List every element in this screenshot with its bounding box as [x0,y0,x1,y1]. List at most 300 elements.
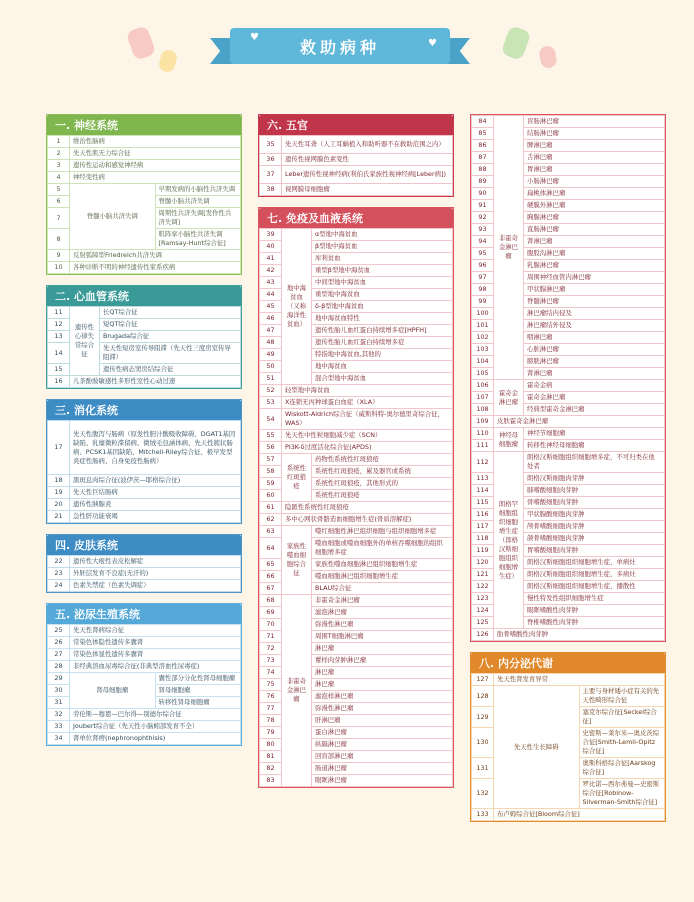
disease-name: 重型地中海贫血 [312,289,453,301]
disease-name: 先天性巨结肠病 [70,487,241,499]
group-label: 朗格罕细胞组织细胞增生症（郎格汉斯细胞组织细胞增生症） [494,452,524,629]
row-number: 128 [472,686,494,707]
row-number: 99 [472,296,494,308]
disease-name: 朗格汉斯细胞组织细胞增生症，单病灶 [524,557,665,569]
disease-name: 囊性部分分化性肾母细胞瘤 [155,673,241,685]
disease-name: 硬膜外淋巴瘤 [524,200,665,212]
table-row [48,475,241,487]
row-number: 57 [260,454,282,466]
disease-name: 儿茶酚胺敏感性多形性室性心动过速 [70,376,241,388]
row-number: 25 [48,625,70,637]
disease-name: 先天性中性粒细胞减少症（SCN） [282,430,453,442]
row-number: 54 [260,409,282,430]
row-number: 108 [472,404,494,416]
disease-name: 遗传性视网膜色素变性 [282,154,453,166]
disease-name: 肌阵挛小脑性共济失调[Ramsay-Hunt综合征] [155,229,241,250]
disease-name: 转移性肾母细胞瘤 [155,697,241,709]
disease-name: β型地中海贫血 [312,241,453,253]
disease-name: 遗传性胎儿血红蛋白持续增多症 [312,337,453,349]
row-number: 55 [260,430,282,442]
decorative-shape [157,48,178,73]
disease-name: 遗传性大疱性表皮松解症 [70,556,241,568]
row-number: 124 [472,605,494,617]
disease-name: 结肠淋巴瘤 [524,128,665,140]
disease-name: 神经变性病 [70,172,241,184]
group-label: 肾母细胞瘤 [70,673,156,709]
table-row [48,148,241,160]
disease-name: α型地中海贫血 [312,229,453,241]
row-number: 9 [48,250,70,262]
disease-name: 膀胱淋巴瘤 [524,356,665,368]
row-number: 40 [260,241,282,253]
row-number: 14 [48,343,70,364]
row-number: 130 [472,728,494,758]
table-row [260,442,453,454]
disease-name: BLAU综合征 [312,583,453,595]
disease-name: 非经典溶血尿毒综合征(非典型溶血性尿毒症) [70,661,241,673]
disease-table [47,624,241,745]
row-number: 3 [48,160,70,172]
row-number: 69 [260,607,282,619]
disease-name: 先天性腹泻与肠病（原发性胆汁酸吸收障碍、DGAT1基因缺陷、乳糜微粒滞留病、微绒毛包涵体病、先天性簇状肠病、PCSK1基因缺陷、Mitchell-Riley综合征、极早发型炎症性肠病、自身免疫性肠病） [70,421,241,475]
disease-name: 霍奇金淋巴瘤 [524,392,665,404]
disease-name: 隐匿性系统性红斑狼疮 [282,502,453,514]
table-row [472,116,665,128]
group-label: 遗传性心律失常综合征 [70,307,100,376]
section-uro [46,603,242,746]
disease-name: 先天性耳聋（人工耳蜗植入和助听器不在救助范围之内） [282,136,453,154]
disease-name: 色素失禁症（色素失调症） [70,580,241,592]
section-digest [46,399,242,524]
disease-name: 舌淋巴瘤 [524,152,665,164]
disease-name: 肾淋巴瘤 [524,236,665,248]
heart-icon: ♥ [428,38,437,49]
table-row [48,160,241,172]
disease-name: 脾淋巴瘤 [524,140,665,152]
row-number: 11 [48,307,70,319]
table-row [48,637,241,649]
disease-name: 蛋白淋巴瘤 [312,727,453,739]
disease-name: 噬血细胞或噬血细胞外的单核吞噬细胞的组织细胞增多症 [312,538,453,559]
row-number: 96 [472,260,494,272]
row-number: 26 [48,637,70,649]
decorative-shape [538,45,558,69]
disease-name: PI3K-δ过度活化综合征(APDS) [282,442,453,454]
disease-name: δ-β型地中海贫血 [312,301,453,313]
row-number: 101 [472,320,494,332]
section-title: 四. 皮肤系统 [47,535,241,555]
disease-name: 家族性噬血细胞淋巴组织细胞增生症 [312,559,453,571]
disease-name: 淋巴瘤 [312,679,453,691]
table-row [472,629,665,641]
disease-name: 肋骨嗜酸性肉芽肿 [494,629,665,641]
disease-name: 特指地中海贫血,其他的 [312,349,453,361]
row-number: 59 [260,478,282,490]
table-row [48,661,241,673]
group-label: 霍奇金淋巴瘤 [494,380,524,416]
page-title: 救助病种 [230,28,450,64]
disease-name: 淋巴瘤结内侵及 [524,308,665,320]
row-number: 70 [260,619,282,631]
row-number: 127 [472,674,494,686]
disease-name: X连锁无丙种球蛋白血症（XLA） [282,397,453,409]
disease-name: Wiskott-Aldrich综合征（威斯科特-奥尔德里奇综合征，WAS） [282,409,453,430]
table-row [48,499,241,511]
row-number: 10 [48,262,70,274]
group-label: 神经母细胞瘤 [494,428,524,452]
row-number: 98 [472,284,494,296]
disease-name: 史密斯—莱尔米—奥皮茨综合征[Smith-Lemli-Opitz综合征] [579,728,665,758]
disease-name: 乳腺淋巴瘤 [524,260,665,272]
table-row [472,452,665,473]
row-number: 78 [260,715,282,727]
row-number: 50 [260,361,282,373]
table-row [260,514,453,526]
row-number: 36 [260,154,282,166]
table-row [472,416,665,428]
row-number: 77 [260,703,282,715]
row-number: 102 [472,332,494,344]
table-row [48,580,241,592]
disease-name: 纵隔淋巴瘤 [312,739,453,751]
row-number: 42 [260,265,282,277]
row-number: 106 [472,380,494,392]
row-number: 13 [48,331,70,343]
row-number: 126 [472,629,494,641]
disease-table [259,135,453,196]
decorative-shape [501,25,532,61]
disease-name: 遗传性胰腺炎 [70,499,241,511]
disease-name: 库利贫血 [312,253,453,265]
row-number: 118 [472,533,494,545]
disease-name: 多中心网状骨骼造血细胞增生症(骨质溶解症) [282,514,453,526]
disease-name: 慢性特发性组织细胞增生症 [524,593,665,605]
row-number: 132 [472,779,494,809]
table-row [260,409,453,430]
disease-name: 地中海贫血特性 [312,313,453,325]
table-row [260,502,453,514]
table-row [260,136,453,154]
row-number: 29 [48,673,70,685]
row-number: 27 [48,649,70,661]
row-number: 80 [260,739,282,751]
disease-name: 脊髓淋巴瘤 [524,296,665,308]
section-cardio [46,285,242,389]
disease-name: 肺嗜酸细胞肉芽肿 [524,485,665,497]
row-number: 43 [260,277,282,289]
table-row [260,385,453,397]
section-ent [258,114,454,197]
disease-name: 噬血细胞淋巴组织细胞增生症 [312,571,453,583]
row-number: 17 [48,421,70,475]
row-number: 53 [260,397,282,409]
disease-name: 周围T细胞淋巴瘤 [312,631,453,643]
row-number: 113 [472,473,494,485]
row-number: 58 [260,466,282,478]
disease-name: 先天性肾发育异常 [494,674,665,686]
disease-name: 经典型霍奇金淋巴瘤 [524,404,665,416]
table-row [48,250,241,262]
disease-name: 朗格汉斯细胞组织细胞增多症，不可归类在他处者 [524,452,665,473]
row-number: 19 [48,487,70,499]
row-number: 94 [472,236,494,248]
table-row [48,568,241,580]
column-left [46,114,242,756]
row-number: 48 [260,337,282,349]
row-number: 62 [260,514,282,526]
disease-name: 咽淋巴瘤 [524,332,665,344]
group-label: 地中海贫血（又称海洋性贫血） [282,229,312,385]
disease-name: 黑斑息肉综合征(波伊茨—耶格综合征) [70,475,241,487]
table-row [260,430,453,442]
table-row [472,428,665,440]
disease-name: 朗格汉斯细胞组织细胞增生症，多病灶 [524,569,665,581]
table-row [48,487,241,499]
row-number: 100 [472,308,494,320]
disease-table [471,673,665,821]
row-number: 60 [260,490,282,502]
table-row [260,154,453,166]
section-title: 八. 内分泌代谢 [471,653,665,673]
disease-name: 主要与身材矮小症有关的先天性畸形综合征 [579,686,665,707]
row-number: 8 [48,229,70,250]
table-row [48,262,241,274]
row-number: 46 [260,313,282,325]
disease-name: 先天性短房室传导阻滞（先天性三度房室传导阻滞） [100,343,241,364]
row-number: 28 [48,661,70,673]
disease-name: 肠道淋巴瘤 [312,763,453,775]
row-number: 112 [472,452,494,473]
row-number: 131 [472,758,494,779]
row-number: 20 [48,499,70,511]
table-row [260,166,453,184]
disease-name: 肾单位肾痨(nephronophthisis) [70,733,241,745]
section-lymph [470,114,666,642]
row-number: 4 [48,172,70,184]
table-row [260,526,453,538]
disease-name: 先天性肌无力综合征 [70,148,241,160]
row-number: 7 [48,208,70,229]
row-number: 37 [260,166,282,184]
table-row [48,673,241,685]
table-row [48,376,241,388]
row-number: 109 [472,416,494,428]
row-number: 44 [260,289,282,301]
table-row [48,307,241,319]
disease-name: 药物性系统性红斑狼疮 [312,454,453,466]
disease-name: 塞克尔综合征[Seckel综合征] [579,707,665,728]
row-number: 76 [260,691,282,703]
disease-name: 神经节细胞瘤 [524,428,665,440]
row-number: 47 [260,325,282,337]
disease-name: 甲状腺淋巴瘤 [524,284,665,296]
row-number: 110 [472,428,494,440]
row-number: 52 [260,385,282,397]
row-number: 115 [472,497,494,509]
row-number: 125 [472,617,494,629]
row-number: 121 [472,569,494,581]
row-number: 86 [472,140,494,152]
row-number: 85 [472,128,494,140]
disease-name: 混合型地中海贫血 [312,373,453,385]
disease-name: 颌骨嗜酸细胞肉芽肿 [524,533,665,545]
row-number: 81 [260,751,282,763]
disease-name: 肝淋巴瘤 [312,715,453,727]
disease-name: 周期性共济失调[发作性共济失调] [155,208,241,229]
row-number: 38 [260,184,282,196]
section-title: 七. 免疫及血液系统 [259,208,453,228]
row-number: 49 [260,349,282,361]
row-number: 95 [472,248,494,260]
disease-name: 朗格汉斯细胞肉芽肿 [524,473,665,485]
section-title: 二. 心血管系统 [47,286,241,306]
disease-name: 弥漫性淋巴瘤 [312,703,453,715]
row-number: 23 [48,568,70,580]
disease-name: 中间型地中海贫血 [312,277,453,289]
table-row [260,595,453,607]
disease-name: 胃淋巴瘤 [524,164,665,176]
row-number: 91 [472,200,494,212]
row-number: 84 [472,116,494,128]
row-number: 30 [48,685,70,697]
section-title: 五. 泌尿生殖系统 [47,604,241,624]
row-number: 92 [472,212,494,224]
disease-name: 维治性脑病 [70,136,241,148]
table-row [48,556,241,568]
disease-name: 布卢姆综合征[Bloom综合征] [494,809,665,821]
row-number: 120 [472,557,494,569]
disease-name: 肾母细胞瘤 [155,685,241,697]
disease-name: 反射弧障型Friedreich共济失调 [70,250,241,262]
table-row [260,397,453,409]
row-number: 129 [472,707,494,728]
table-row [48,625,241,637]
section-title: 三. 消化系统 [47,400,241,420]
disease-name: 系统性红斑狼疮，累及器官或系统 [312,466,453,478]
disease-name: 遗传性胎儿血红蛋白持续增多症[HPFH] [312,325,453,337]
row-number: 82 [260,763,282,775]
row-number: 104 [472,356,494,368]
disease-name: 盲肠淋巴瘤 [524,116,665,128]
table-row [472,686,665,707]
row-number: 16 [48,376,70,388]
row-number: 65 [260,559,282,571]
disease-name: 各种诊断不明的神经遗传性家系疾病 [70,262,241,274]
table-row [48,733,241,745]
row-number: 75 [260,679,282,691]
disease-name: 罗比诺—西尔弗曼—史密斯综合征[Robinow-Silverman-Smith综合征] [579,779,665,809]
row-number: 97 [472,272,494,284]
disease-name: 胃嗜酸细胞肉芽肿 [524,545,665,557]
row-number: 67 [260,583,282,595]
table-row [48,421,241,475]
row-number: 1 [48,136,70,148]
row-number: 32 [48,709,70,721]
disease-name: 外胚层发育不良症(无汗的) [70,568,241,580]
disease-table [47,135,241,274]
disease-name: 劳伦斯—穆恩—巴尔得—别德尔综合征 [70,709,241,721]
row-number: 74 [260,667,282,679]
row-number: 117 [472,521,494,533]
row-number: 18 [48,475,70,487]
disease-name: 长QT综合征 [100,307,241,319]
row-number: 66 [260,571,282,583]
disease-name: 皮肤霍奇金淋巴瘤 [494,416,665,428]
disease-name: 扁桃体淋巴瘤 [524,188,665,200]
group-label: 脊髓小脑共济失调 [70,184,156,250]
table-row [260,184,453,196]
disease-name: 地中海贫血 [312,361,453,373]
row-number: 22 [48,556,70,568]
disease-name: 系统性红斑狼疮 [312,490,453,502]
row-number: 61 [260,502,282,514]
row-number: 34 [48,733,70,745]
row-number: 15 [48,364,70,376]
disease-name: Brugada综合征 [100,331,241,343]
disease-table [259,228,453,787]
disease-name: 心脏淋巴瘤 [524,344,665,356]
disease-name: 遗传性病态窦房结综合征 [100,364,241,376]
disease-name: 滤泡淋巴瘤 [312,607,453,619]
row-number: 72 [260,643,282,655]
section-neuro [46,114,242,275]
disease-name: 霍奇金病 [524,380,665,392]
row-number: 133 [472,809,494,821]
row-number: 105 [472,368,494,380]
row-number: 111 [472,440,494,452]
disease-name: 小肠淋巴瘤 [524,176,665,188]
disease-name: 直肠淋巴瘤 [524,224,665,236]
disease-name: 脊椎嗜酸性肉芽肿 [524,617,665,629]
group-label: 非霍奇金淋巴瘤 [494,116,524,380]
disease-name: 常染色体显性遗传多囊肾 [70,649,241,661]
row-number: 63 [260,526,282,538]
section-title: 六. 五官 [259,115,453,135]
disease-name: 重型β型地中海贫血 [312,265,453,277]
row-number: 123 [472,593,494,605]
title-banner [210,24,470,70]
disease-name: 眼眶淋巴瘤 [312,775,453,787]
disease-name: 骨嗜酸细胞肉芽肿 [524,497,665,509]
row-number: 35 [260,136,282,154]
table-row [472,809,665,821]
table-row [48,721,241,733]
group-label: 非霍奇金淋巴瘤 [282,595,312,787]
disease-name: 腹股沟淋巴瘤 [524,248,665,260]
group-label: 先天性生长障碍 [494,686,580,809]
row-number: 89 [472,176,494,188]
row-number: 71 [260,631,282,643]
disease-name: 淋巴瘤 [312,643,453,655]
row-number: 56 [260,442,282,454]
row-number: 73 [260,655,282,667]
row-number: 24 [48,580,70,592]
row-number: 5 [48,184,70,196]
table-row [48,709,241,721]
row-number: 87 [472,152,494,164]
section-endo [470,652,666,822]
disease-name: 蕈样肉芽肿淋巴瘤 [312,655,453,667]
disease-name: 急性肝功能衰竭 [70,511,241,523]
disease-name: 朗格汉斯细胞组织细胞增生症，播散性 [524,581,665,593]
disease-name: 视网膜母细胞瘤 [282,184,453,196]
disease-name: 颅骨嗜酸细胞肉芽肿 [524,521,665,533]
disease-name: 轻型地中海贫血 [282,385,453,397]
row-number: 88 [472,164,494,176]
row-number: 90 [472,188,494,200]
disease-name: 奥斯科格综合征[Aarskog综合征] [579,758,665,779]
disease-name: 回盲部淋巴瘤 [312,751,453,763]
